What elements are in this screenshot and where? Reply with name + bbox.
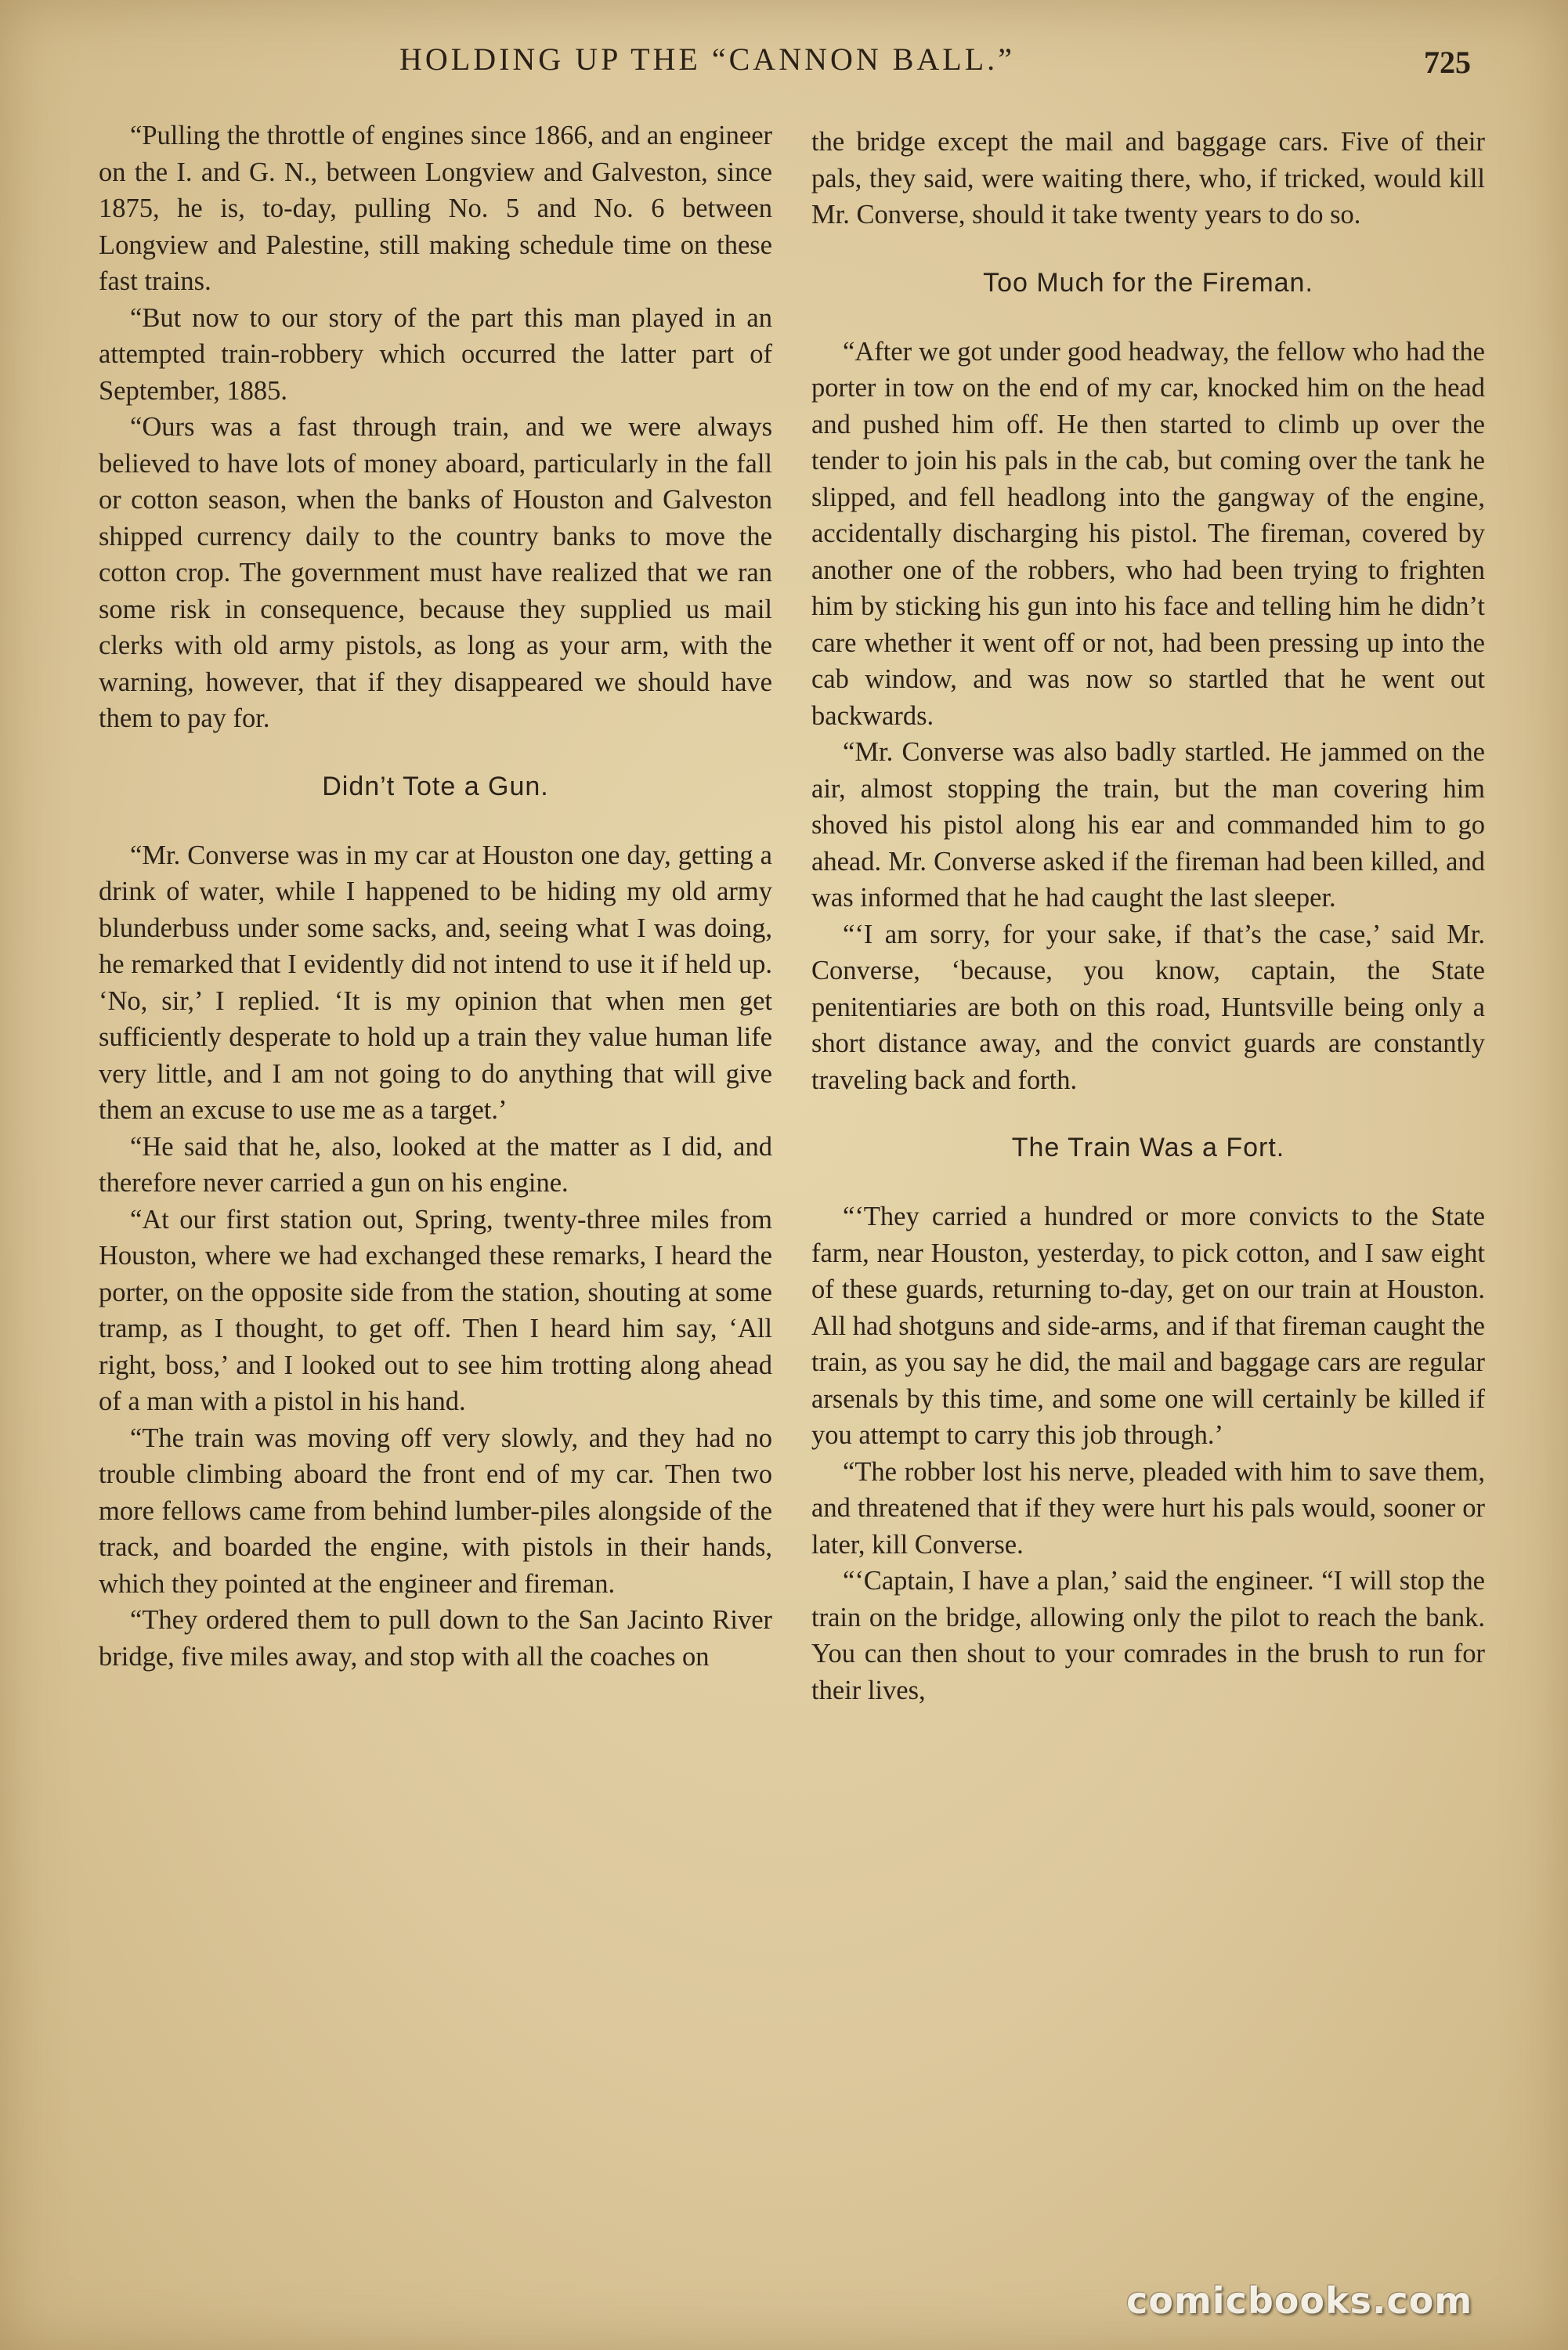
paragraph: “The robber lost his nerve, pleaded with him to save them, and threatened that if they were hurt his pals would, sooner or later, kill Converse. <box>811 1456 1485 1560</box>
paragraph: “But now to our story of the part this man played in an attempted train-robbery which occurred the latter part of September, 1885. <box>99 302 772 406</box>
section-heading: The Train Was a Fort. <box>1011 1133 1285 1162</box>
paragraph: “At our first station out, Spring, twenty-three miles from Houston, where we had exchanged these remarks, I heard the porter, on the opposite side from the station, shouting at some tramp, as I thought, to get off. Then I heard him say, ‘All right, boss,’ and I looked out to see him trotting along ahead of a man with a pistol in his hand. <box>99 1204 772 1416</box>
paragraph: “‘They carried a hundred or more convicts to the State farm, near Houston, yesterday, to pick cotton, and I saw eight of these guards, returning to-day, get on our train at Houston. All had shotguns and side-arms, and if that fireman caught the train, as you say he did, the mail and baggage cars are regular arsenals by this time, and some one will certainly be killed if you attempt to carry this job through.’ <box>811 1202 1485 1450</box>
paragraph: “The train was moving off very slowly, and they had no trouble climbing aboard the front end of my car. Then two more fellows came from behind lumber-piles alongside of the track, and boarded the engine, with pistols in their hands, which they pointed at the engineer and fireman. <box>99 1423 772 1599</box>
paragraph: “Mr. Converse was also badly startled. He jammed on the air, almost stopping the train, but the man covering him shoved his pistol along his ear and commanded him to go ahead. Mr. Converse asked if the fireman had been killed, and was informed that he had caught the last sleeper. <box>811 737 1485 913</box>
paragraph: “He said that he, also, looked at the matter as I did, and therefore never carried a gun on his engine. <box>99 1131 772 1198</box>
paragraph: “‘Captain, I have a plan,’ said the engineer. “I will stop the train on the bridge, allowing only the pilot to reach the bank. You can then shout to your comrades in the brush to run for their lives, <box>811 1566 1485 1705</box>
paragraph: “‘I am sorry, for your sake, if that’s the case,’ said Mr. Converse, ‘because, you know, captain, the State penitentiaries are both on this road, Huntsville being only a short distance away, and the convict guards are constantly traveling back and forth. <box>811 919 1485 1095</box>
watermark: comicbooks.com <box>1126 2280 1473 2322</box>
left-column <box>99 118 772 1675</box>
paragraph: “After we got under good headway, the fellow who had the porter in tow on the end of my car, knocked him on the head and pushed him off. He then started to climb up over the tender to join his pals in the cab, but coming over the tank he slipped, and fell headlong into the gangway of the engine, accidentally discharging his pistol. The fireman, covered by another one of the robbers, who had been trying to frighten him by sticking his gun into his face and telling him he didn’t care whether it went off or not, had been pressing up into the cab window, and was now so startled that he went out backwards. <box>811 336 1485 731</box>
paragraph: “Mr. Converse was in my car at Houston one day, getting a drink of water, while I happened to be hiding my old army blunderbuss under some sacks, and, seeing what I was doing, he remarked that I evidently did not intend to use it if held up. ‘No, sir,’ I replied. ‘It is my opinion that when men get sufficiently desperate to hold up a train they value human life very little, and I am not going to do anything that will give them an excuse to use me as a target.’ <box>99 840 772 1125</box>
paragraph: “Pulling the throttle of engines since 1866, and an engineer on the I. and G. N., between Longview and Galveston, since 1875, he is, to-day, pulling No. 5 and No. 6 between Longview and Palestine, still making schedule time on these fast trains. <box>99 121 772 296</box>
paragraph: the bridge except the mail and baggage cars. Five of their pals, they said, were waiting there, who, if tricked, would kill Mr. Converse, should it take twenty years to do so. <box>811 127 1485 230</box>
right-column <box>811 124 1485 1708</box>
section-heading: Too Much for the Fireman. <box>983 267 1313 298</box>
page-number: 725 <box>1424 45 1471 80</box>
paragraph: “They ordered them to pull down to the San Jacinto River bridge, five miles away, and stop with all the coaches on <box>99 1605 772 1672</box>
running-head: HOLDING UP THE “CANNON BALL.” <box>399 42 1015 77</box>
section-heading: Didn’t Tote a Gun. <box>322 771 549 801</box>
paragraph: “Ours was a fast through train, and we were always believed to have lots of money aboard, particularly in the fall or cotton season, when the banks of Houston and Galveston shipped currency daily to the country banks to move the cotton crop. The government must have realized that we ran some risk in consequence, because they supplied us mail clerks with old army pistols, as long as your arm, with the warning, however, that if they disappeared we should have them to pay for. <box>99 412 772 733</box>
